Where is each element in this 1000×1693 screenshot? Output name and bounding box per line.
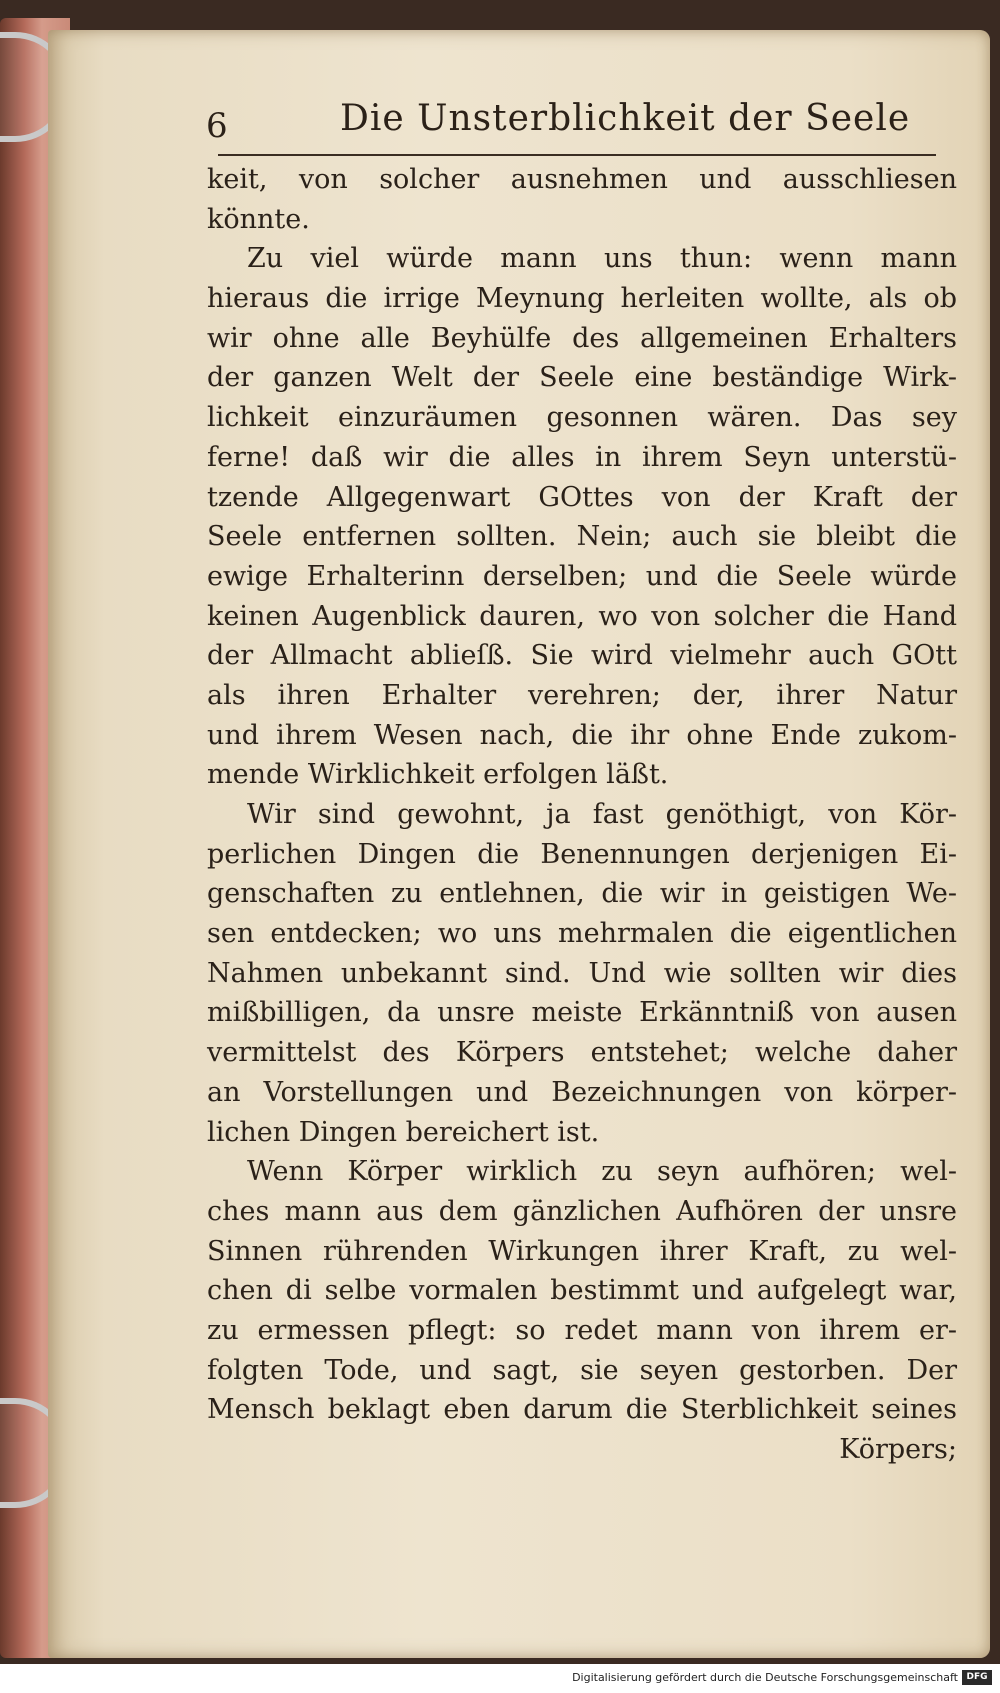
text-line: hieraus die irrige Meynung herleiten wollte, als ob [207,283,957,315]
text-line: tzende Allgegenwart GOttes von der Kraft der [207,481,957,513]
text-line: vermittelst des Körpers entstehet; welche daher [207,1037,957,1069]
text-line: keinen Augenblick dauren, wo von solcher die Hand [207,600,957,632]
text-line: chen di selbe vormalen bestimmt und aufgelegt war, [207,1275,957,1307]
text-line: keit, von solcher ausnehmen und ausschliesen [207,164,957,195]
body-text [207,160,957,1470]
text-line: an Vorstellungen und Bezeichnungen von körper- [207,1076,957,1108]
digitization-footer [0,1664,1000,1693]
text-line: wir ohne alle Beyhülfe des allgemeinen Erhalters [207,322,957,354]
text-line: der ganzen Welt der Seele eine beständige Wirk- [207,362,957,394]
text-line: Seele entfernen sollten. Nein; auch sie bleibt die [207,521,957,553]
dfg-logo: DFG [962,1670,992,1685]
text-line: Nahmen unbekannt sind. Und wie sollten wir dies [207,957,957,989]
text-line: zu ermessen pflegt: so redet mann von ihrem er- [207,1314,957,1346]
text-line: der Allmacht ablieſß. Sie wird vielmehr auch GOtt [207,640,957,672]
text-line: und ihrem Wesen nach, die ihr ohne Ende zukom- [207,719,957,751]
text-line: ferne! daß wir die alles in ihrem Seyn unterstü- [207,441,957,473]
running-title: Die Unsterblichkeit der Seele [340,98,911,139]
text-line: mißbilligen, da unsre meiste Erkänntniß von ausen [207,997,957,1029]
text-line: sen entdecken; wo uns mehrmalen die eigentlichen [207,918,957,950]
page-number: 6 [206,106,228,146]
catchword: Körpers; [839,1434,957,1465]
text-line: mende Wirklichkeit erfolgen läßt. [207,759,669,791]
text-line: ewige Erhalterinn derselben; und die Seele würde [207,560,957,592]
text-line: Mensch beklagt eben darum die Sterblichkeit seines [207,1394,957,1426]
text-line: perlichen Dingen die Benennungen derjenigen Ei- [207,838,957,870]
header-rule [218,154,936,156]
text-line: als ihren Erhalter verehren; der, ihrer Natur [207,679,957,711]
text-line: folgten Tode, und sagt, sie seyen gestorben. Der [207,1354,957,1386]
funding-credit: Digitalisierung gefördert durch die Deutsche Forschungsgemeinschaft [572,1671,958,1684]
text-line: Sinnen rührenden Wirkungen ihrer Kraft, zu wel- [207,1235,957,1267]
text-line: ches mann aus dem gänzlichen Aufhören der unsre [207,1195,957,1227]
text-line: könnte. [207,203,310,235]
paragraph-start-line: Wir sind gewohnt, ja fast genöthigt, von Kör- [247,799,957,830]
paragraph-start-line: Wenn Körper wirklich zu seyn aufhören; wel- [247,1156,957,1188]
text-line: genschaften zu entlehnen, die wir in geistigen We- [207,878,957,910]
text-line: lichkeit einzuräumen gesonnen wären. Das sey [207,402,957,434]
text-line: lichen Dingen bereichert ist. [207,1116,600,1148]
paragraph-start-line: Zu viel würde mann uns thun: wenn mann [247,243,957,275]
